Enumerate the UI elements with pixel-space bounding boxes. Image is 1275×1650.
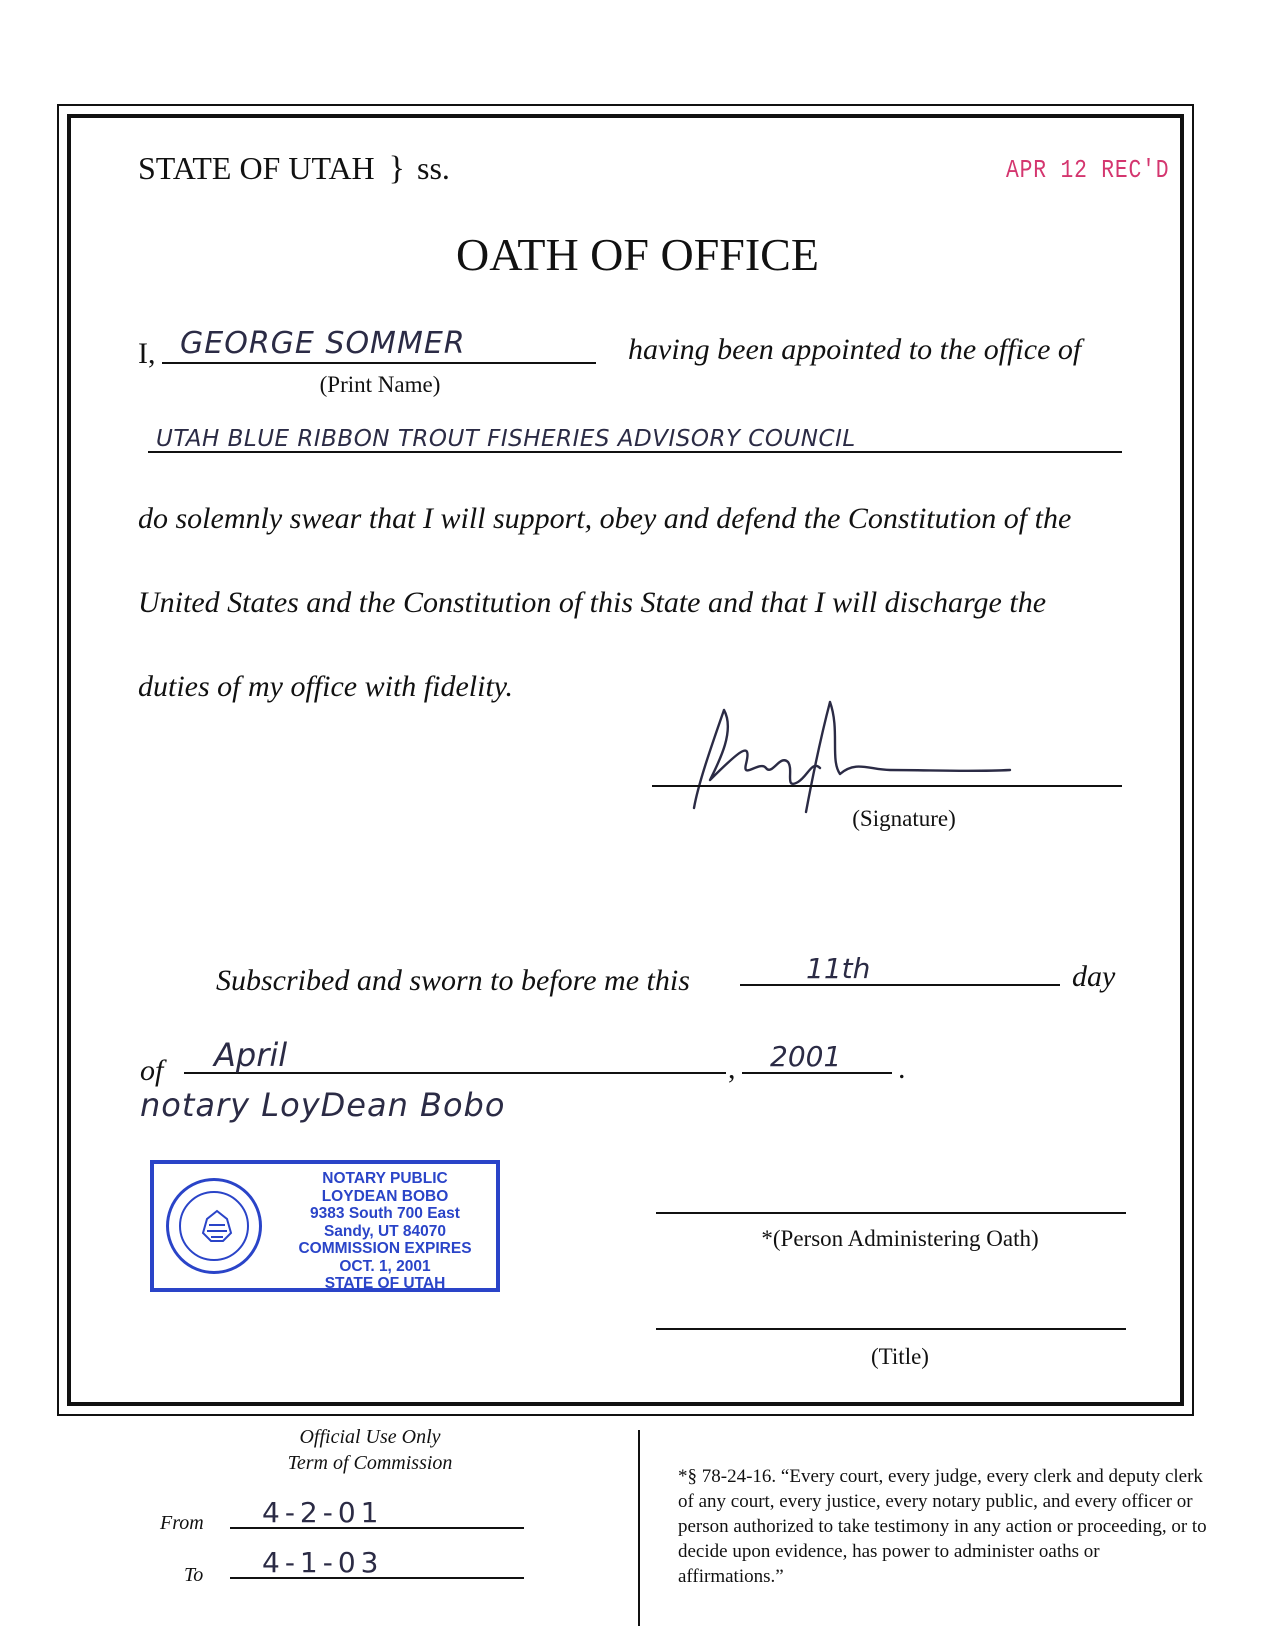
day-label: day xyxy=(1072,960,1116,993)
footer-divider xyxy=(638,1430,640,1626)
administering-person-caption: *(Person Administering Oath) xyxy=(761,1226,1039,1251)
print-name-caption: (Print Name) xyxy=(319,372,441,397)
print-name-line xyxy=(162,362,596,364)
beehive-icon xyxy=(197,1207,237,1247)
from-value: 4-2-01 xyxy=(262,1496,384,1529)
oath-line-1: do solemnly swear that I will support, obey and defend the Constitution of the xyxy=(138,502,1072,535)
office-name-value: UTAH BLUE RIBBON TROUT FISHERIES ADVISORY COUNCIL xyxy=(156,426,856,452)
printed-name-value: GEORGE SOMMER xyxy=(180,326,466,361)
term-of-commission-heading: Term of Commission xyxy=(287,1452,453,1474)
month-value: April xyxy=(214,1036,288,1074)
official-use-heading: Official Use Only xyxy=(299,1426,441,1448)
statute-note: *§ 78-24-16. “Every court, every judge, every clerk and deputy clerk of any court, every justice, every notary public, and every officer or person authorized to take testimony in any action or proceeding, or to decide upon evidence, has power to administer oaths or affirmations.” xyxy=(678,1466,1207,1587)
ss-label: ss. xyxy=(416,150,450,186)
state-label: STATE OF UTAH xyxy=(138,150,375,186)
page-title: OATH OF OFFICE xyxy=(456,229,819,280)
venue-brace: } xyxy=(388,150,405,187)
seal-line: 9383 South 700 East xyxy=(310,1205,460,1222)
notary-seal xyxy=(150,1160,500,1292)
appointed-text: having been appointed to the office of xyxy=(628,333,1082,366)
to-value: 4-1-03 xyxy=(262,1546,384,1579)
seal-line: COMMISSION EXPIRES xyxy=(298,1240,472,1257)
subscribed-text: Subscribed and sworn to before me this xyxy=(216,964,690,997)
from-label: From xyxy=(160,1512,204,1534)
notary-handwritten-note: notary LoyDean Bobo xyxy=(140,1086,506,1124)
seal-line: NOTARY PUBLIC xyxy=(322,1170,448,1187)
seal-line: LOYDEAN BOBO xyxy=(321,1187,449,1205)
venue-heading xyxy=(138,150,450,188)
day-value: 11th xyxy=(806,952,871,985)
notary-seal-text xyxy=(274,1170,496,1293)
oath-line-3: duties of my office with fidelity. xyxy=(138,670,513,703)
oath-line-2: United States and the Constitution of this State and that I will discharge the xyxy=(138,586,1047,619)
to-label: To xyxy=(184,1564,204,1586)
administering-person-line xyxy=(656,1212,1126,1214)
year-value: 2001 xyxy=(770,1040,842,1073)
state-seal-emblem xyxy=(166,1178,262,1274)
day-line xyxy=(740,984,1060,986)
title-caption: (Title) xyxy=(871,1344,929,1369)
title-line xyxy=(656,1328,1126,1330)
comma: , xyxy=(728,1052,736,1085)
of-label: of xyxy=(140,1054,164,1087)
signature-caption: (Signature) xyxy=(852,806,956,831)
seal-line: Sandy, UT 84070 xyxy=(323,1222,447,1240)
seal-line: OCT. 1, 2001 xyxy=(339,1257,431,1275)
handwritten-signature xyxy=(680,690,1040,820)
period: . xyxy=(898,1052,906,1085)
received-stamp: APR 12 REC'D xyxy=(1006,155,1170,185)
seal-line: STATE OF UTAH xyxy=(324,1275,446,1292)
i-prefix: I, xyxy=(138,337,156,370)
signature-line xyxy=(652,785,1122,787)
